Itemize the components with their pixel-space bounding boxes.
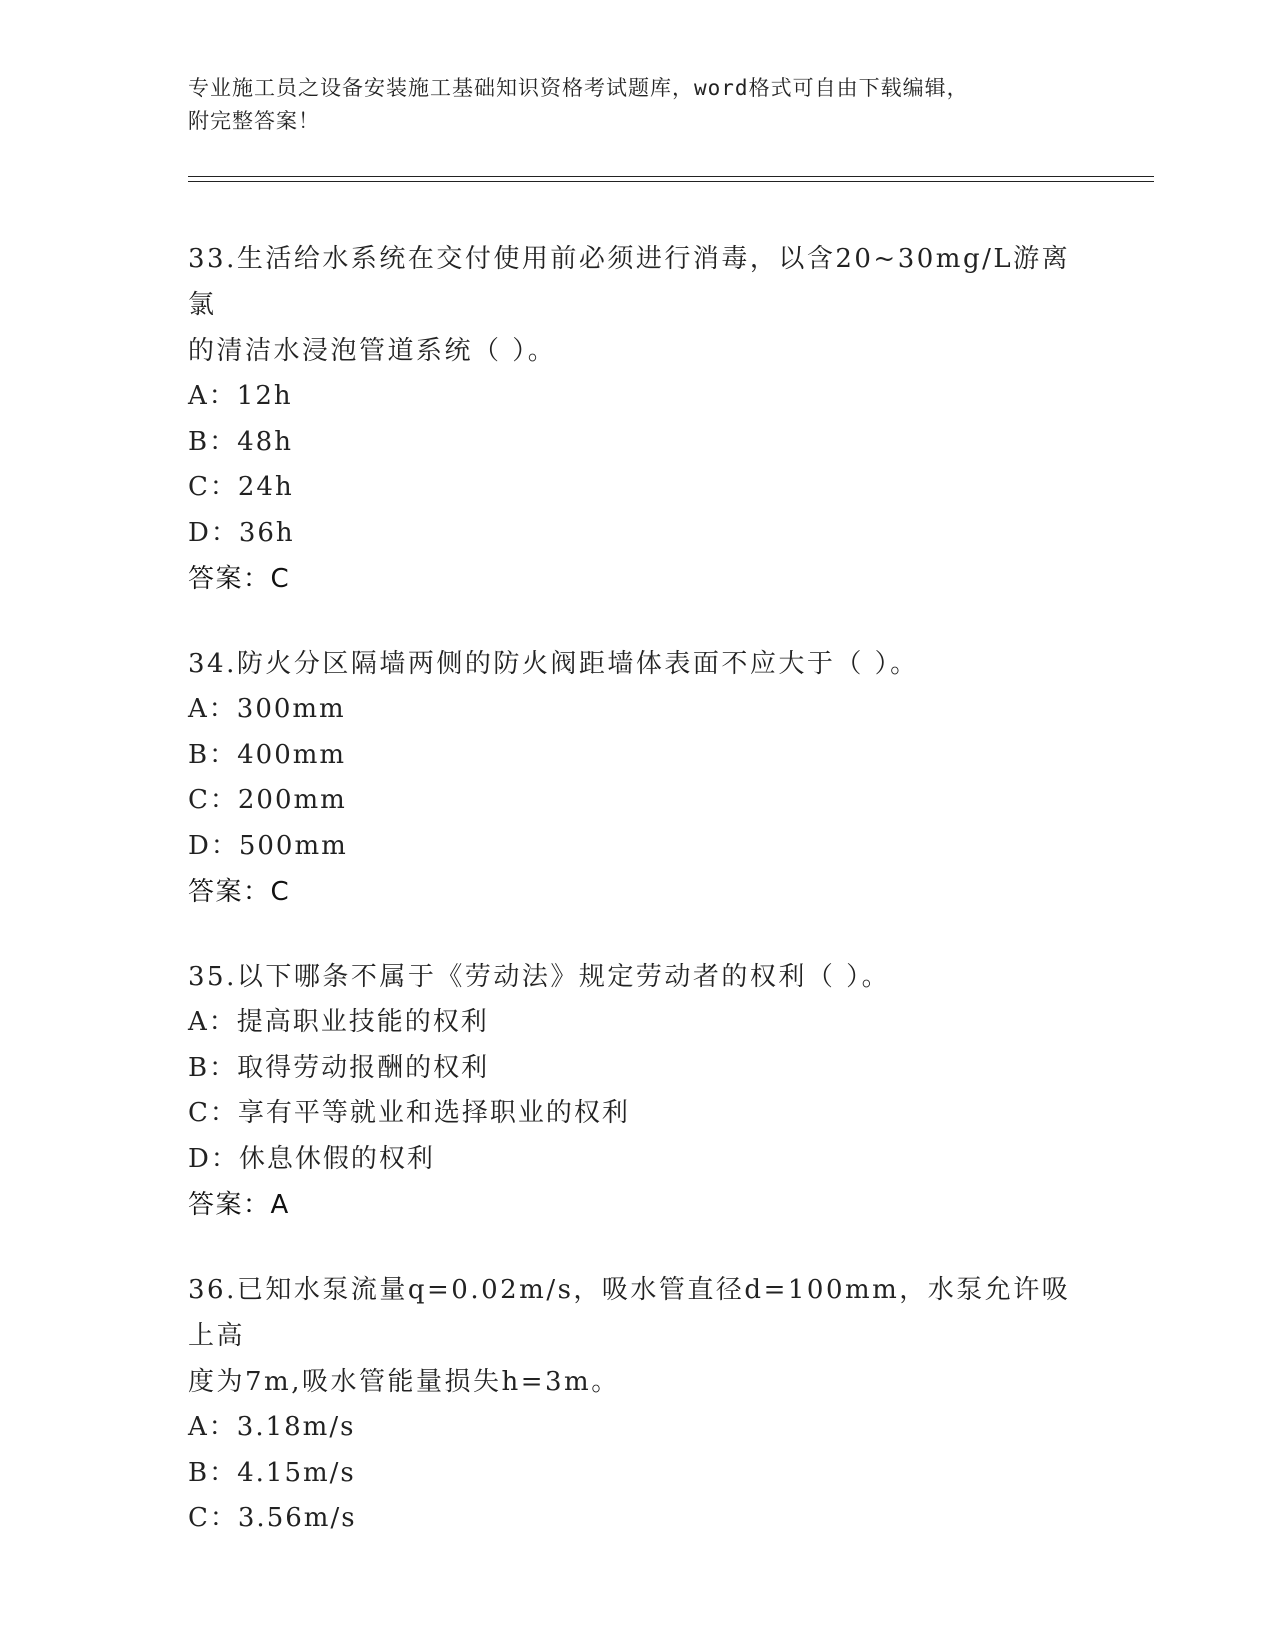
option-b: B：取得劳动报酬的权利: [188, 1052, 490, 1083]
question-33: [188, 236, 1088, 602]
header-rule-top: [188, 176, 1154, 177]
option-b: B：48h: [188, 426, 293, 457]
question-stem-line: 度为7m,吸水管能量损失h=3m。: [188, 1367, 620, 1397]
header-line-1: 专业施工员之设备安装施工基础知识资格考试题库，word格式可自由下载编辑，: [188, 76, 969, 100]
option-a: A：3.18m/s: [188, 1412, 356, 1442]
question-34: [188, 641, 1088, 915]
document-header: [188, 72, 1088, 138]
question-36: [188, 1267, 1088, 1542]
option-b: B：4.15m/s: [188, 1457, 356, 1488]
header-line-2: 附完整答案！: [188, 109, 320, 133]
option-c: C：24h: [188, 472, 294, 502]
answer-line: 答案：A: [188, 1190, 290, 1220]
option-a: A：300mm: [188, 694, 346, 724]
option-a: A：提高职业技能的权利: [188, 1007, 489, 1037]
question-stem-line: 34.防火分区隔墙两侧的防火阀距墙体表面不应大于（ ）。: [188, 649, 919, 679]
option-c: C：享有平等就业和选择职业的权利: [188, 1098, 630, 1128]
option-b: B：400mm: [188, 739, 347, 770]
answer-line: 答案：C: [188, 877, 291, 907]
option-a: A：12h: [188, 381, 293, 411]
question-stem-line: 35.以下哪条不属于《劳动法》规定劳动者的权利（ ）。: [188, 962, 891, 992]
option-c: C：200mm: [188, 785, 347, 815]
question-stem-line: 36.已知水泵流量q=0.02m/s，吸水管直径d=100mm，水泵允许吸上高: [188, 1275, 1071, 1351]
question-35: [188, 954, 1088, 1228]
question-stem-line: 33.生活给水系统在交付使用前必须进行消毒，以含20~30mg/L游离氯: [188, 244, 1071, 320]
header-rule-bottom: [188, 181, 1154, 182]
option-d: D：36h: [188, 517, 295, 548]
answer-line: 答案：C: [188, 564, 291, 594]
option-c: C：3.56m/s: [188, 1503, 357, 1533]
question-stem-line: 的清洁水浸泡管道系统（ ）。: [188, 336, 557, 366]
question-list: [188, 236, 1088, 1581]
option-d: D：休息休假的权利: [188, 1143, 435, 1174]
option-d: D：500mm: [188, 830, 348, 861]
